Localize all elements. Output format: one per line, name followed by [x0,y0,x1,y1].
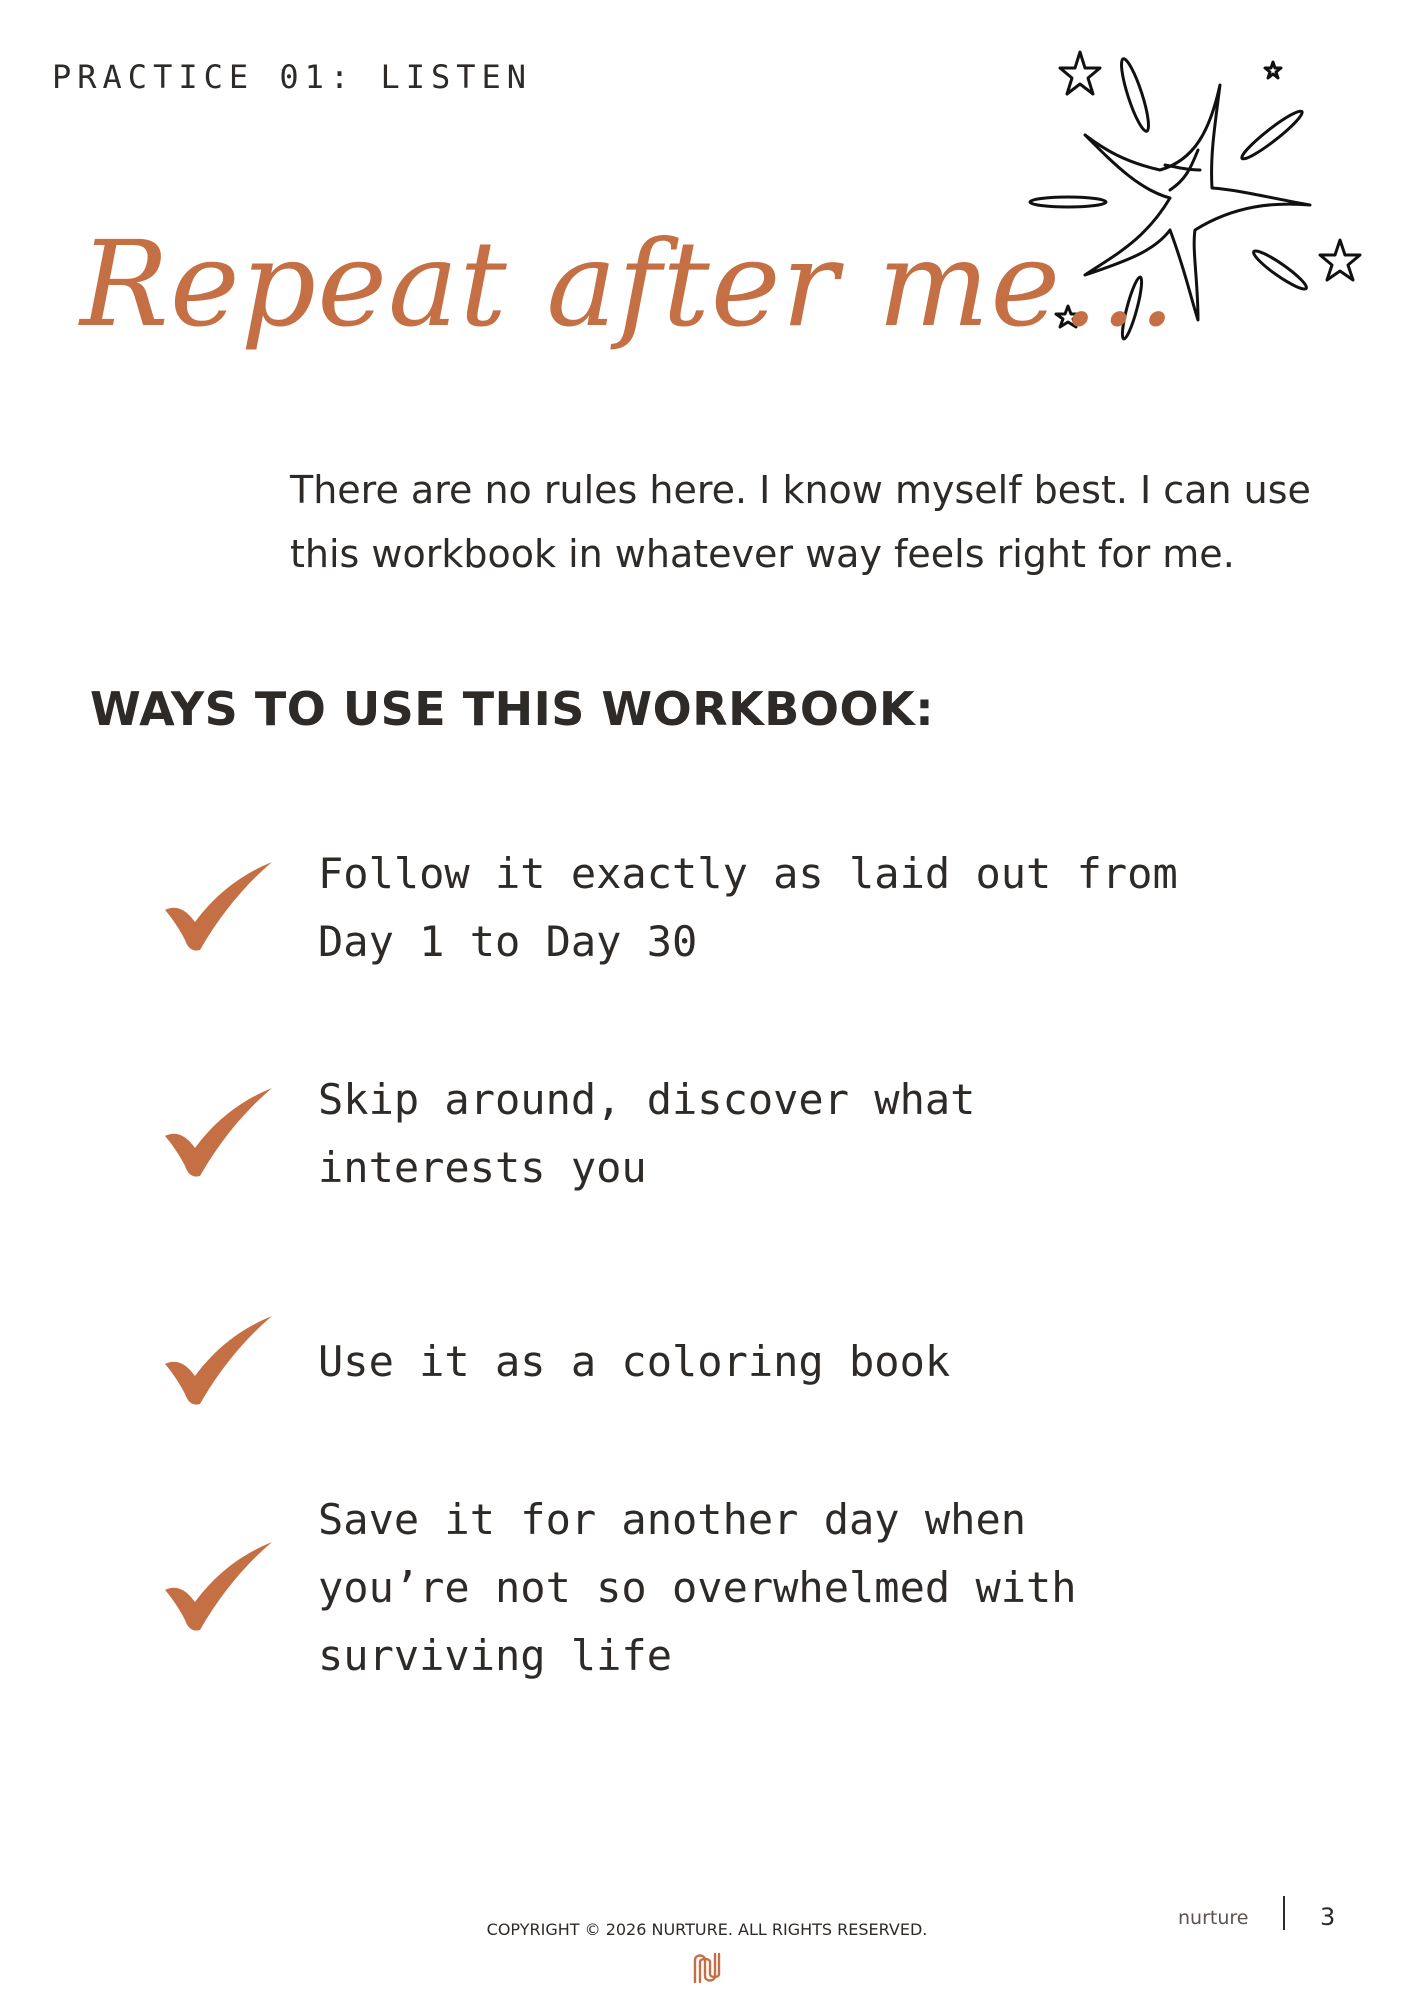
list-item-text: Follow it exactly as laid out from Day 1 to Day 30 [318,849,1178,966]
practice-label: PRACTICE 01: LISTEN [52,58,533,96]
list-item-text: Save it for another day when you’re not so overwhelmed with surviving life [318,1495,1077,1680]
list-item-text: Skip around, discover what interests you [318,1075,976,1192]
copyright-notice: COPYRIGHT © 2026 NURTURE. ALL RIGHTS RESERVED. [486,1920,928,1939]
footer-brand: nurture [1178,1907,1249,1929]
checkmark-icon [160,1314,278,1409]
section-heading: WAYS TO USE THIS WORKBOOK: [90,682,935,736]
checkmark-icon [160,1086,278,1181]
nurture-logo-icon [691,1950,723,1984]
checkmark-icon [160,860,278,955]
intro-paragraph: There are no rules here. I know myself best. I can use this workbook in whatever way feels right for me. [290,468,1311,576]
checkmark-icon [160,1540,278,1635]
page-number: 3 [1320,1903,1336,1931]
list-item-text: Use it as a coloring book [318,1337,951,1386]
page-title: Repeat after me... [80,215,1177,353]
